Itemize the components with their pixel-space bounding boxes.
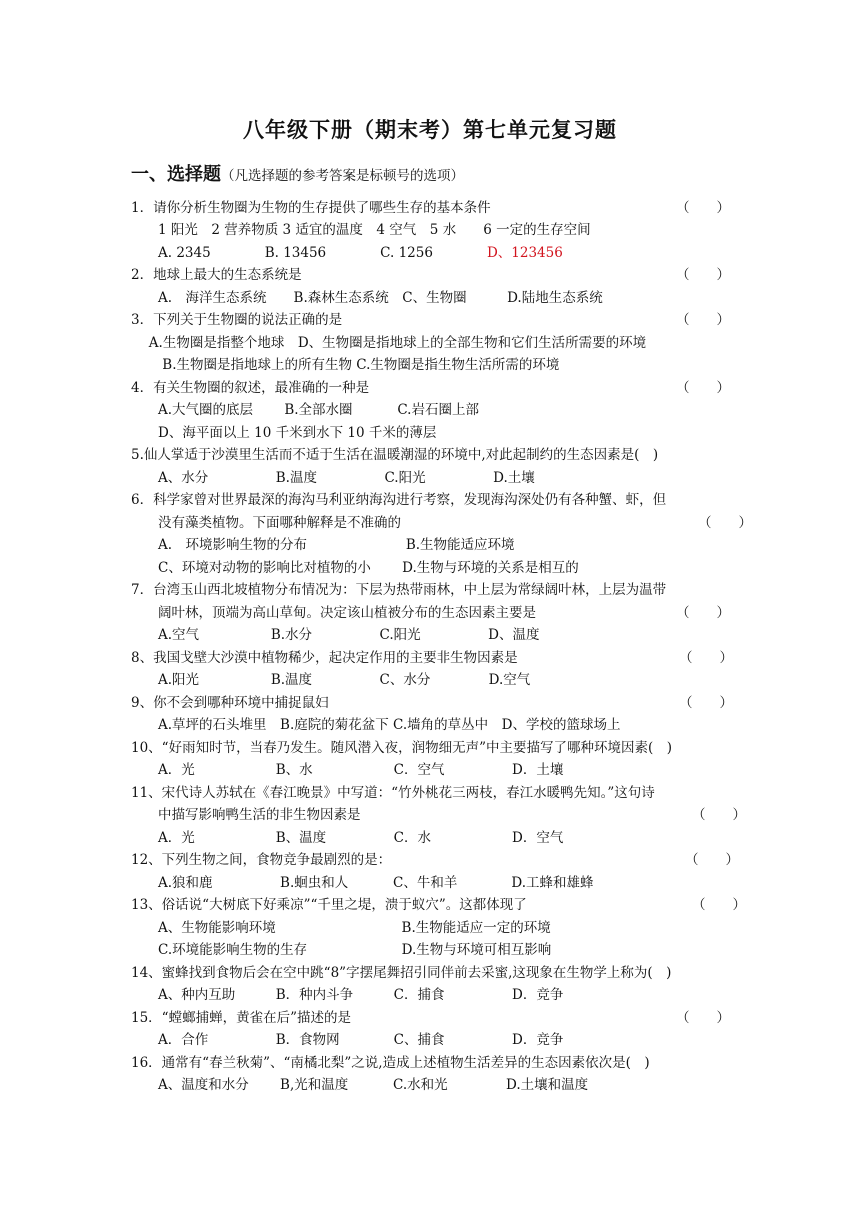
question-line bbox=[131, 986, 563, 1004]
question-line bbox=[131, 311, 342, 329]
line-text: D、海平面以上 10 千米到水下 10 千米的薄层 bbox=[131, 425, 437, 441]
line-text: 8、我国戈壁大沙漠中植物稀少，起决定作用的主要非生物因素是 bbox=[131, 650, 518, 666]
line-text: 14、蜜蜂找到食物后会在空中跳“8”字摆尾舞招引同伴前去采蜜,这现象在生物学上称为( ) bbox=[131, 965, 672, 981]
line-text: A、生物能影响环境 B.生物能适应一定的环境 bbox=[131, 920, 551, 936]
question-line bbox=[131, 694, 329, 712]
question-line bbox=[131, 289, 603, 307]
question-line bbox=[131, 874, 594, 892]
answer-parenthesis: （ ） bbox=[676, 380, 730, 396]
line-text: 6．科学家曾对世界最深的海沟马利亚纳海沟进行考察，发现海沟深处仍有各种蟹、虾，但 bbox=[131, 492, 667, 508]
line-text: A．光 B、水 C．空气 D．土壤 bbox=[131, 762, 564, 778]
line-text: A. 海洋生态系统 B.森林生态系统 C、生物圈 D.陆地生态系统 bbox=[131, 290, 603, 306]
line-text: 7．台湾玉山西北坡植物分布情况为：下层为热带雨林，中上层为常绿阔叶林，上层为温带 bbox=[131, 582, 667, 598]
line-text: 5.仙人掌适于沙漠里生活而不适于生活在温暖潮湿的环境中,对此起制约的生态因素是( ) bbox=[131, 447, 659, 463]
section-heading-text: 一、选择题 bbox=[131, 164, 221, 185]
question-line bbox=[131, 1054, 650, 1072]
question-line bbox=[131, 1076, 588, 1094]
question-line bbox=[131, 649, 518, 667]
answer-parenthesis: （ ） bbox=[676, 312, 730, 328]
line-text: A．合作 B．食物网 C、捕食 D．竞争 bbox=[131, 1032, 564, 1048]
line-text: A. 2345 B. 13456 C. 1256 bbox=[131, 245, 487, 261]
question-line bbox=[131, 941, 551, 959]
line-text: A.生物圈是指整个地球 D、生物圈是指地球上的全部生物和它们生活所需要的环境 bbox=[131, 335, 647, 351]
line-text: 4．有关生物圈的叙述，最准确的一种是 bbox=[131, 380, 370, 396]
answer-parenthesis: （ ） bbox=[692, 897, 746, 913]
question-line bbox=[131, 919, 551, 937]
question-line bbox=[131, 851, 391, 869]
line-text: 2．地球上最大的生态系统是 bbox=[131, 267, 302, 283]
question-line bbox=[131, 199, 491, 217]
answer-parenthesis: （ ） bbox=[685, 852, 739, 868]
question-line bbox=[131, 761, 563, 779]
question-line bbox=[131, 514, 401, 532]
question-line bbox=[131, 896, 527, 914]
line-text: C.环境能影响生物的生存 D.生物与环境可相互影响 bbox=[131, 942, 552, 958]
question-line bbox=[131, 401, 479, 419]
question-line bbox=[131, 469, 535, 487]
answer-parenthesis: （ ） bbox=[676, 267, 730, 283]
question-line bbox=[131, 739, 672, 757]
answer-parenthesis: （ ） bbox=[676, 200, 730, 216]
line-text: 10、“好雨知时节，当春乃发生。随风潜入夜，润物细无声”中主要描写了哪种环境因素( ) bbox=[131, 740, 673, 756]
question-line bbox=[131, 356, 559, 374]
line-text: A．光 B、温度 C．水 D．空气 bbox=[131, 830, 564, 846]
question-line bbox=[131, 424, 436, 442]
line-text: A.大气圈的底层 B.全部水圈 C.岩石圈上部 bbox=[131, 402, 479, 418]
question-line bbox=[131, 266, 302, 284]
question-line bbox=[131, 334, 646, 352]
answer-parenthesis: （ ） bbox=[692, 807, 746, 823]
line-text: A.空气 B.水分 C.阳光 D、温度 bbox=[131, 627, 540, 643]
question-line bbox=[131, 446, 658, 464]
answer-parenthesis: （ ） bbox=[676, 605, 730, 621]
question-line bbox=[131, 1031, 563, 1049]
question-line bbox=[131, 784, 655, 802]
line-text: 15．“螳螂捕蝉，黄雀在后”描述的是 bbox=[131, 1010, 351, 1026]
question-line bbox=[131, 716, 621, 734]
line-text: C、环境对动物的影响比对植物的小 D.生物与环境的关系是相互的 bbox=[131, 560, 579, 576]
question-line bbox=[131, 829, 563, 847]
answer-highlight: D、123456 bbox=[486, 245, 563, 261]
line-text: 阔叶林，顶端为高山草甸。决定该山植被分布的生态因素主要是 bbox=[131, 605, 536, 621]
question-line bbox=[131, 626, 540, 644]
line-text: B.生物圈是指地球上的所有生物 C.生物圈是指生物生活所需的环境 bbox=[131, 357, 560, 373]
line-text: A.草坪的石头堆里 B.庭院的菊花盆下 C.墙角的草丛中 D、学校的篮球场上 bbox=[131, 717, 621, 733]
question-line bbox=[131, 581, 666, 599]
question-line bbox=[131, 1009, 351, 1027]
section-note: （凡选择题的参考答案是标顿号的选项） bbox=[221, 168, 464, 184]
section-heading bbox=[131, 160, 464, 186]
line-text: A、水分 B.温度 C.阳光 D.土壤 bbox=[131, 470, 535, 486]
question-line bbox=[131, 559, 579, 577]
question-line bbox=[131, 604, 536, 622]
question-line bbox=[131, 536, 515, 554]
question-line bbox=[131, 806, 361, 824]
question-line bbox=[131, 244, 563, 262]
line-text: 3．下列关于生物圈的说法正确的是 bbox=[131, 312, 343, 328]
question-line bbox=[131, 221, 591, 239]
line-text: 没有藻类植物。下面哪种解释是不准确的 bbox=[131, 515, 401, 531]
line-text: A.狼和鹿 B.蛔虫和人 C、牛和羊 D.工蜂和雄蜂 bbox=[131, 875, 594, 891]
question-line bbox=[131, 671, 530, 689]
line-text: 中描写影响鸭生活的非生物因素是 bbox=[131, 807, 361, 823]
line-text: A.阳光 B.温度 C、水分 D.空气 bbox=[131, 672, 531, 688]
line-text: 16．通常有“春兰秋菊”、“南橘北梨”之说,造成上述植物生活差异的生态因素依次是( ) bbox=[131, 1055, 650, 1071]
answer-parenthesis: （ ） bbox=[698, 515, 752, 531]
line-text: 13、俗话说“大树底下好乘凉”“千里之堤，溃于蚁穴”。这都体现了 bbox=[131, 897, 527, 913]
question-line bbox=[131, 491, 666, 509]
line-text: A. 环境影响生物的分布 B.生物能适应环境 bbox=[131, 537, 515, 553]
line-text: 12、下列生物之间，食物竞争最剧烈的是： bbox=[131, 852, 392, 868]
line-text: A、种内互助 B．种内斗争 C．捕食 D．竞争 bbox=[131, 987, 564, 1003]
line-text: A、温度和水分 B,光和温度 C.水和光 D.土壤和温度 bbox=[131, 1077, 589, 1093]
answer-parenthesis: （ ） bbox=[679, 695, 733, 711]
answer-parenthesis: （ ） bbox=[679, 650, 733, 666]
question-line bbox=[131, 379, 369, 397]
line-text: 1．请你分析生物圈为生物的生存提供了哪些生存的基本条件 bbox=[131, 200, 491, 216]
line-text: 1 阳光 2 营养物质 3 适宜的温度 4 空气 5 水 6 一定的生存空间 bbox=[131, 222, 591, 238]
answer-parenthesis: （ ） bbox=[676, 1010, 730, 1026]
line-text: 11、宋代诗人苏轼在《春江晚景》中写道：“竹外桃花三两枝，春江水暖鸭先知。”这句诗 bbox=[131, 785, 655, 801]
question-line bbox=[131, 964, 671, 982]
line-text: 9、你不会到哪种环境中捕捉鼠妇 bbox=[131, 695, 329, 711]
page-title: 八年级下册（期末考）第七单元复习题 bbox=[243, 117, 617, 142]
